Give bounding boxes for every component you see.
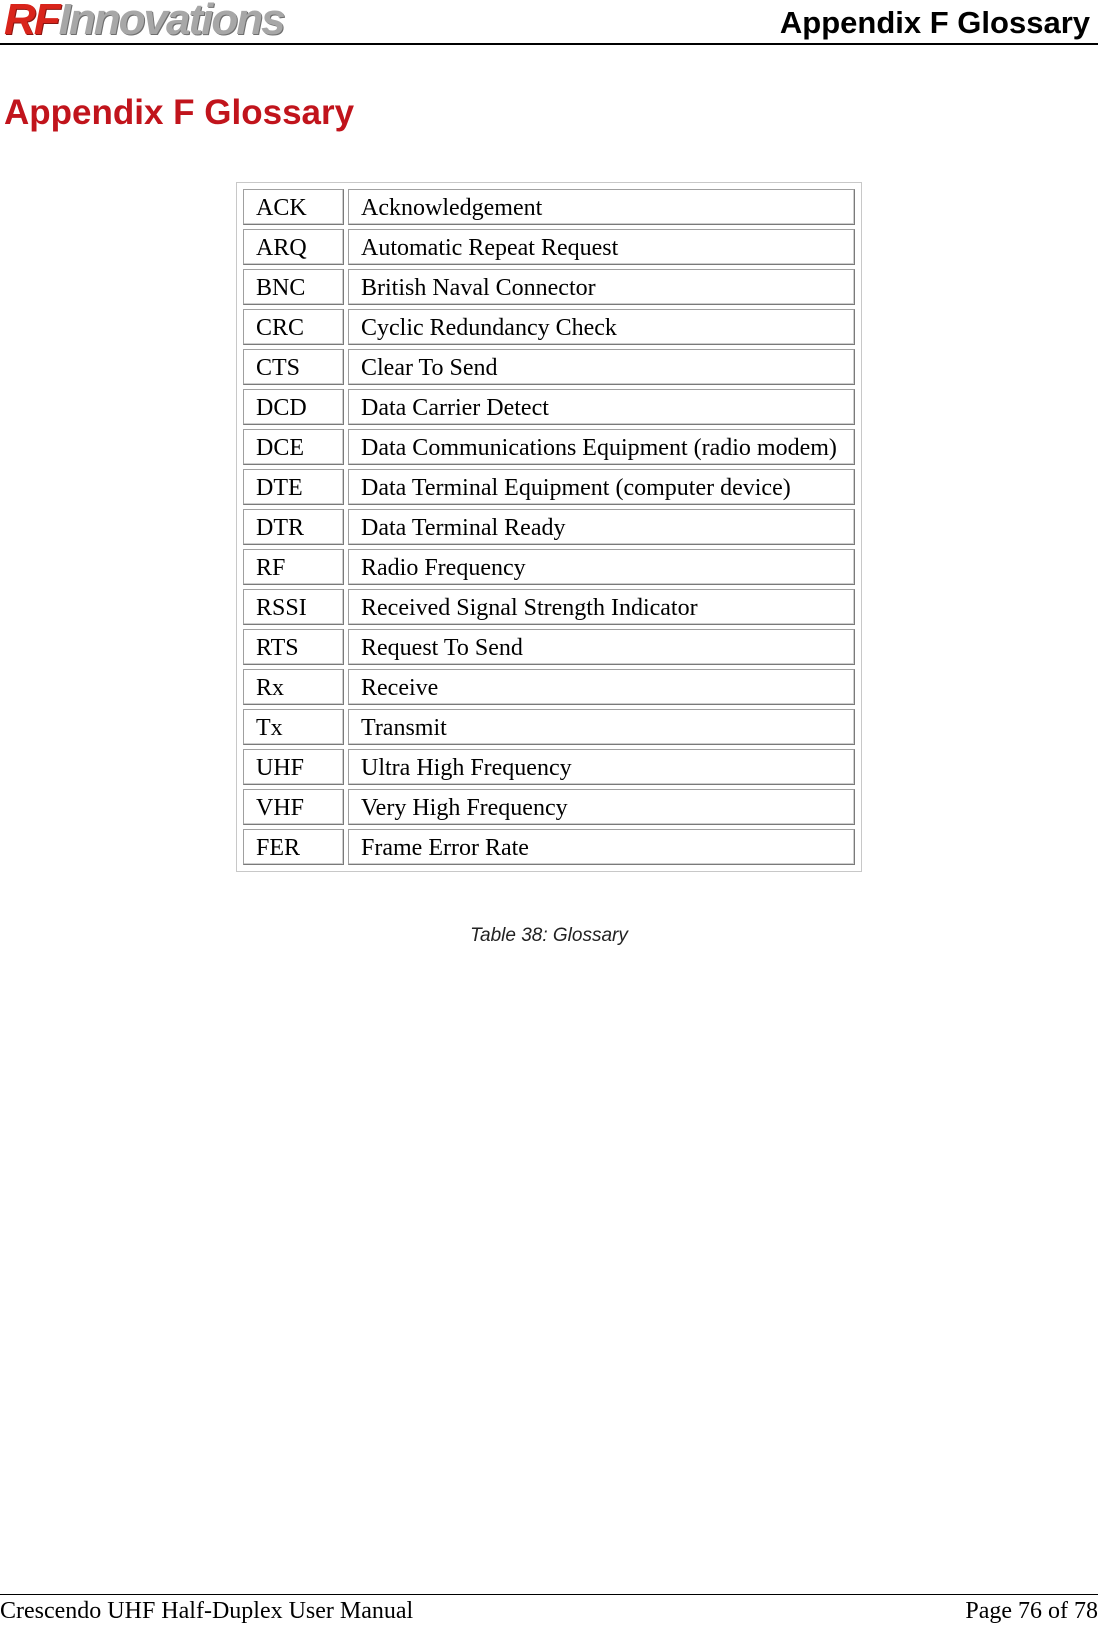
definition-cell: Frame Error Rate: [348, 829, 855, 865]
abbreviation-cell: ARQ: [243, 229, 344, 265]
definition-cell: Data Communications Equipment (radio modem): [348, 429, 855, 465]
glossary-table: [239, 185, 859, 869]
table-row: [243, 389, 855, 425]
table-row: [243, 269, 855, 305]
table-row: [243, 229, 855, 265]
abbreviation-cell: BNC: [243, 269, 344, 305]
abbreviation-cell: DTR: [243, 509, 344, 545]
abbreviation-cell: UHF: [243, 749, 344, 785]
definition-cell: Data Terminal Ready: [348, 509, 855, 545]
abbreviation-cell: DTE: [243, 469, 344, 505]
definition-cell: Radio Frequency: [348, 549, 855, 585]
abbreviation-cell: CRC: [243, 309, 344, 345]
definition-cell: Clear To Send: [348, 349, 855, 385]
abbreviation-cell: CTS: [243, 349, 344, 385]
glossary-table-frame: [236, 182, 862, 872]
table-row: [243, 709, 855, 745]
definition-cell: Very High Frequency: [348, 789, 855, 825]
abbreviation-cell: FER: [243, 829, 344, 865]
header-divider: [0, 43, 1098, 45]
page-heading: Appendix F Glossary: [4, 93, 355, 132]
definition-cell: British Naval Connector: [348, 269, 855, 305]
table-row: [243, 749, 855, 785]
footer-document-title: Crescendo UHF Half-Duplex User Manual: [0, 1598, 414, 1624]
page-header: [0, 0, 1098, 45]
abbreviation-cell: DCD: [243, 389, 344, 425]
table-row: [243, 509, 855, 545]
header-title: Appendix F Glossary: [779, 5, 1090, 40]
table-row: [243, 349, 855, 385]
table-row: [243, 629, 855, 665]
company-logo: [4, 0, 284, 44]
definition-cell: Acknowledgement: [348, 189, 855, 225]
abbreviation-cell: RF: [243, 549, 344, 585]
abbreviation-cell: Rx: [243, 669, 344, 705]
definition-cell: Automatic Repeat Request: [348, 229, 855, 265]
footer-page-number: Page 76 of 78: [965, 1598, 1098, 1624]
footer-divider: [0, 1594, 1098, 1595]
table-row: [243, 309, 855, 345]
table-row: [243, 429, 855, 465]
logo-innovations: Innovations: [58, 0, 284, 44]
abbreviation-cell: RTS: [243, 629, 344, 665]
abbreviation-cell: DCE: [243, 429, 344, 465]
abbreviation-cell: VHF: [243, 789, 344, 825]
definition-cell: Transmit: [348, 709, 855, 745]
definition-cell: Received Signal Strength Indicator: [348, 589, 855, 625]
definition-cell: Cyclic Redundancy Check: [348, 309, 855, 345]
table-caption: Table 38: Glossary: [470, 925, 628, 946]
table-row: [243, 789, 855, 825]
table-row: [243, 189, 855, 225]
table-row: [243, 469, 855, 505]
glossary-table-body: [243, 189, 855, 865]
logo-rf: RF: [4, 0, 59, 44]
abbreviation-cell: RSSI: [243, 589, 344, 625]
table-row: [243, 669, 855, 705]
definition-cell: Receive: [348, 669, 855, 705]
table-row: [243, 549, 855, 585]
abbreviation-cell: ACK: [243, 189, 344, 225]
abbreviation-cell: Tx: [243, 709, 344, 745]
definition-cell: Ultra High Frequency: [348, 749, 855, 785]
definition-cell: Data Terminal Equipment (computer device): [348, 469, 855, 505]
definition-cell: Data Carrier Detect: [348, 389, 855, 425]
definition-cell: Request To Send: [348, 629, 855, 665]
table-row: [243, 589, 855, 625]
table-row: [243, 829, 855, 865]
